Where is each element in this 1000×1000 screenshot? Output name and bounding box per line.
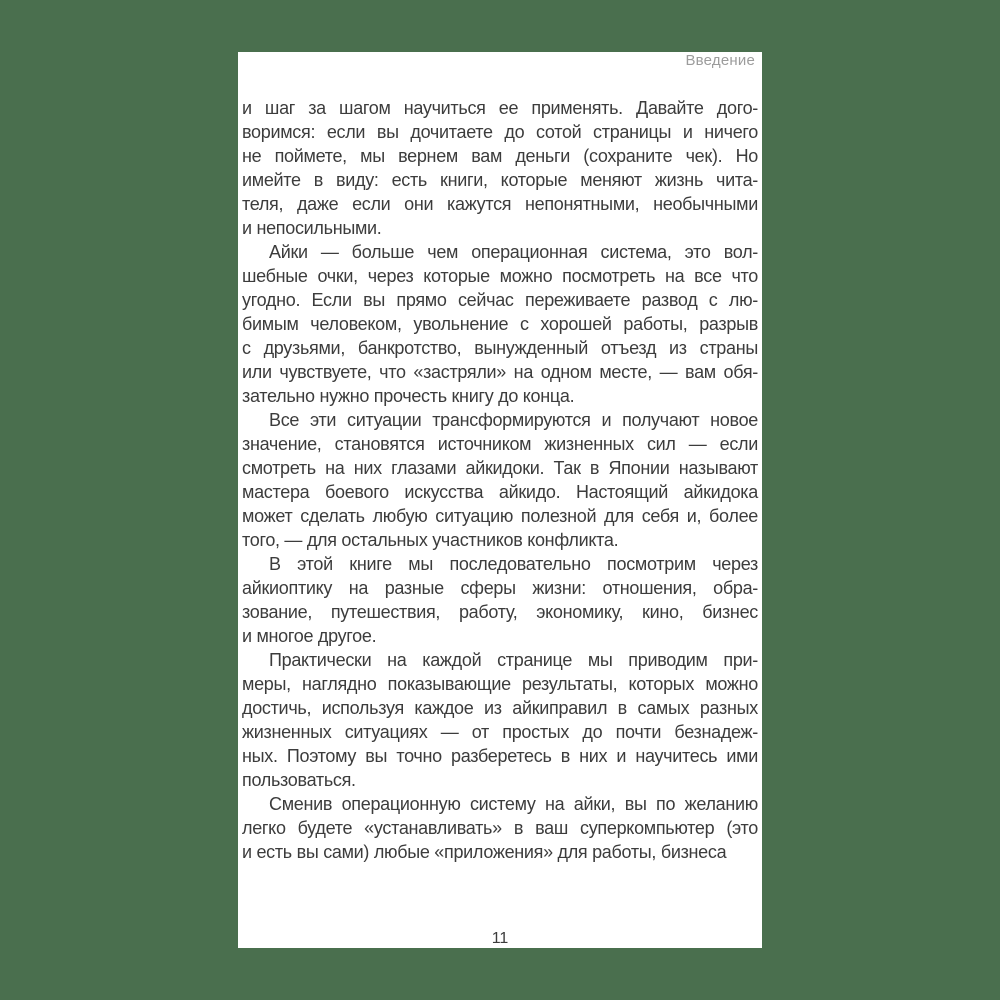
paragraph [242,792,758,864]
text-line: айкиоптику на разные сферы жизни: отношения, обра- [242,578,758,598]
text-line: зование, путешествия, работу, экономику, кино, бизнес [242,602,758,622]
text-line: и есть вы сами) любые «приложения» для работы, бизнеса [242,842,727,862]
text-line: смотреть на них глазами айкидоки. Так в Японии называют [242,458,758,478]
text-line: и непосильными. [242,218,382,238]
paragraph [242,96,758,240]
text-line: жизненных ситуациях — от простых до почти безнадеж- [242,722,758,742]
text-line: теля, даже если они кажутся непонятными, необычными [242,194,758,214]
text-line: того, — для остальных участников конфликта. [242,530,619,550]
chapter-running-head: Введение [685,52,755,69]
text-line: Сменив операционную систему на айки, вы по желанию [269,794,758,814]
text-line: угодно. Если вы прямо сейчас переживаете развод с лю- [242,290,758,310]
text-line: может сделать любую ситуацию полезной для себя и, более [242,506,758,526]
page-number: 11 [491,930,509,947]
paragraph [242,648,758,792]
text-line: и шаг за шагом научиться ее применять. Давайте дого- [242,98,758,118]
text-line: пользоваться. [242,770,356,790]
page-body-text [242,96,758,864]
text-line: Практически на каждой странице мы приводим при- [269,650,758,670]
text-line: достичь, используя каждое из айкиправил в самых разных [242,698,758,718]
text-line: не поймете, мы вернем вам деньги (сохраните чек). Но [242,146,758,166]
text-line: и многое другое. [242,626,377,646]
text-line: меры, наглядно показывающие результаты, которых можно [242,674,758,694]
paragraph [242,240,758,408]
text-line: бимым человеком, увольнение с хорошей работы, разрыв [242,314,758,334]
text-line: с друзьями, банкротство, вынужденный отъезд из страны [242,338,758,358]
text-line: Все эти ситуации трансформируются и получают новое [269,410,758,430]
text-line: зательно нужно прочесть книгу до конца. [242,386,575,406]
text-line: мастера боевого искусства айкидо. Настоящий айкидока [242,482,758,502]
text-line: шебные очки, через которые можно посмотреть на все что [242,266,758,286]
text-line: легко будете «устанавливать» в ваш суперкомпьютер (это [242,818,758,838]
paragraph [242,408,758,552]
text-line: воримся: если вы дочитаете до сотой страницы и ничего [242,122,758,142]
text-line: Айки — больше чем операционная система, это вол- [269,242,758,262]
text-line: В этой книге мы последовательно посмотрим через [269,554,758,574]
text-line: значение, становятся источником жизненных сил — если [242,434,758,454]
text-line: имейте в виду: есть книги, которые меняют жизнь чита- [242,170,758,190]
text-line: или чувствуете, что «застряли» на одном месте, — вам обя- [242,362,758,382]
book-page [238,52,762,948]
text-line: ных. Поэтому вы точно разберетесь в них и научитесь ими [242,746,758,766]
paragraph [242,552,758,648]
